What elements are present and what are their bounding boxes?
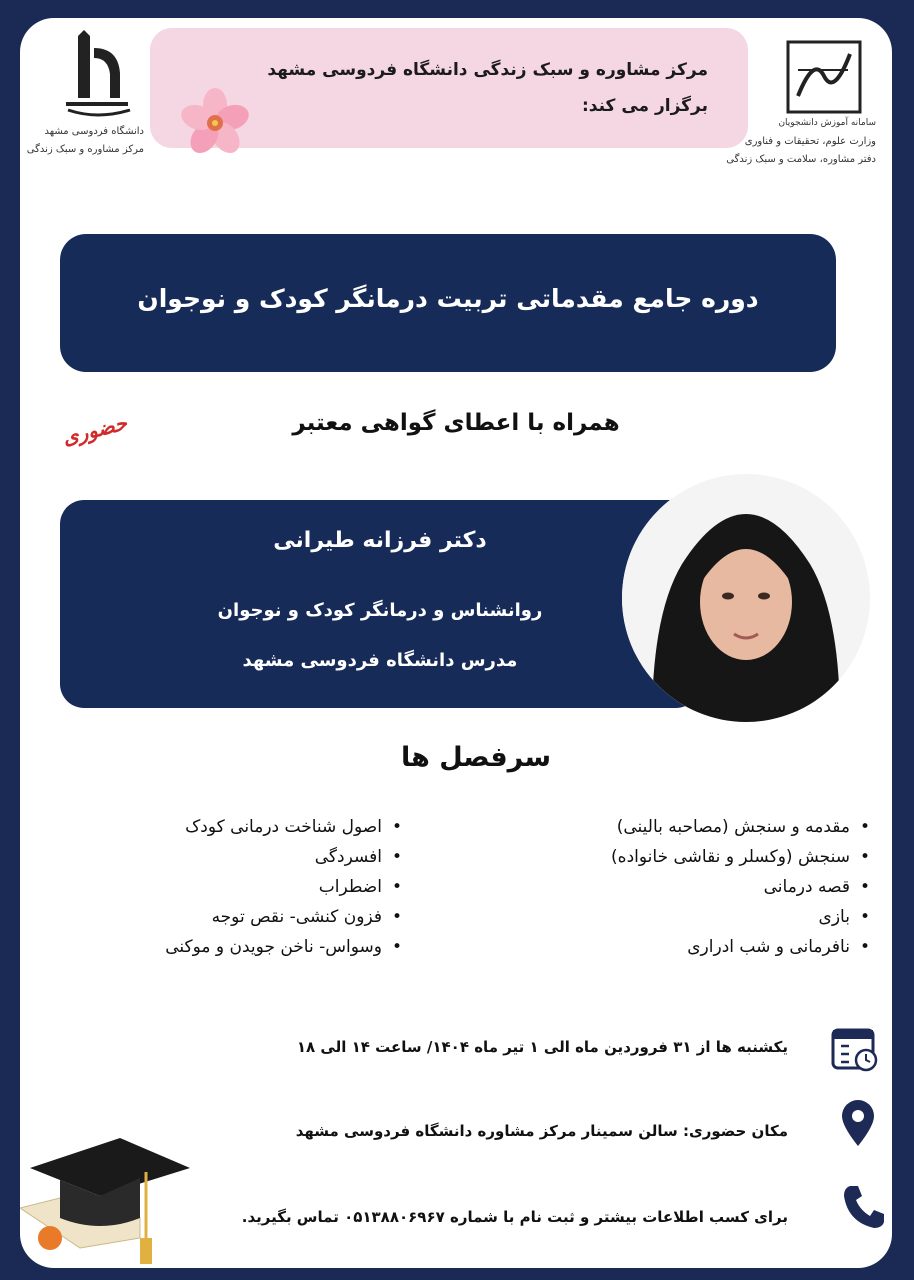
right-logo-caption-1: وزارت علوم، تحقیقات و فناوری bbox=[744, 136, 876, 147]
header-organizer: مرکز مشاوره و سبک زندگی دانشگاه فردوسی مشهد bbox=[267, 60, 708, 80]
ministry-emblem-icon bbox=[784, 36, 864, 116]
location-text: مکان حضوری: سالن سمینار مرکز مشاوره دانشگاه فردوسی مشهد bbox=[295, 1122, 788, 1140]
poster bbox=[20, 18, 892, 1268]
university-emblem-icon bbox=[38, 28, 148, 128]
phone-icon bbox=[840, 1182, 890, 1232]
list-item: • نافرمانی و شب ادراری bbox=[611, 932, 870, 962]
teacher-photo bbox=[622, 474, 870, 722]
ferdowsi-university-logo bbox=[26, 28, 148, 168]
flower-icon bbox=[178, 86, 252, 160]
left-logo-caption-1: دانشگاه فردوسی مشهد bbox=[44, 126, 144, 137]
topics-title: سرفصل ها bbox=[401, 742, 551, 773]
left-logo-caption-2: مرکز مشاوره و سبک زندگی bbox=[26, 144, 144, 155]
list-item: • بازی bbox=[611, 902, 870, 932]
schedule-text: یکشنبه ها از ۳۱ فروردین ماه الی ۱ تیر ماه ۱۴۰۴/ ساعت ۱۴ الی ۱۸ bbox=[296, 1038, 788, 1056]
in-person-label: حضوری bbox=[60, 410, 130, 450]
right-logo-mark: سامانه آموزش دانشجویان bbox=[778, 118, 876, 128]
teacher-role: روانشناس و درمانگر کودک و نوجوان bbox=[217, 600, 543, 621]
course-title: دوره جامع مقدماتی تربیت درمانگر کودک و نوجوان bbox=[137, 284, 759, 313]
header-banner bbox=[150, 28, 748, 148]
list-item: • افسردگی bbox=[165, 842, 402, 872]
teacher-portrait-icon bbox=[622, 474, 870, 722]
right-logo-caption-2: دفتر مشاوره، سلامت و سبک زندگی bbox=[726, 154, 876, 165]
contact-text: برای کسب اطلاعات بیشتر و ثبت نام با شماره ۰۵۱۳۸۸۰۶۹۶۷ تماس بگیرید. bbox=[241, 1208, 788, 1226]
teacher-card bbox=[60, 500, 700, 708]
list-item: • اضطراب bbox=[165, 872, 402, 902]
teacher-affiliation: مدرس دانشگاه فردوسی مشهد bbox=[242, 650, 518, 671]
location-pin-icon bbox=[838, 1098, 888, 1148]
list-item: • وسواس- ناخن جویدن و موکنی bbox=[165, 932, 402, 962]
list-item: • فزون کنشی- نقص توجه bbox=[165, 902, 402, 932]
graduation-cap-icon bbox=[20, 1138, 200, 1268]
list-item: • مقدمه و سنجش (مصاحبه بالینی) bbox=[611, 812, 870, 842]
ministry-logo bbox=[726, 36, 880, 176]
teacher-name: دکتر فرزانه طیرانی bbox=[273, 528, 487, 553]
list-item: • سنجش (وکسلر و نقاشی خانواده) bbox=[611, 842, 870, 872]
list-item: • اصول شناخت درمانی کودک bbox=[165, 812, 402, 842]
topics-list-left bbox=[165, 812, 402, 962]
list-item: • قصه درمانی bbox=[611, 872, 870, 902]
header-hosts: برگزار می کند: bbox=[581, 96, 708, 116]
course-title-banner bbox=[60, 234, 836, 372]
calendar-icon bbox=[830, 1024, 880, 1074]
topics-list-right bbox=[611, 812, 870, 962]
certificate-note: همراه با اعطای گواهی معتبر bbox=[292, 410, 620, 436]
